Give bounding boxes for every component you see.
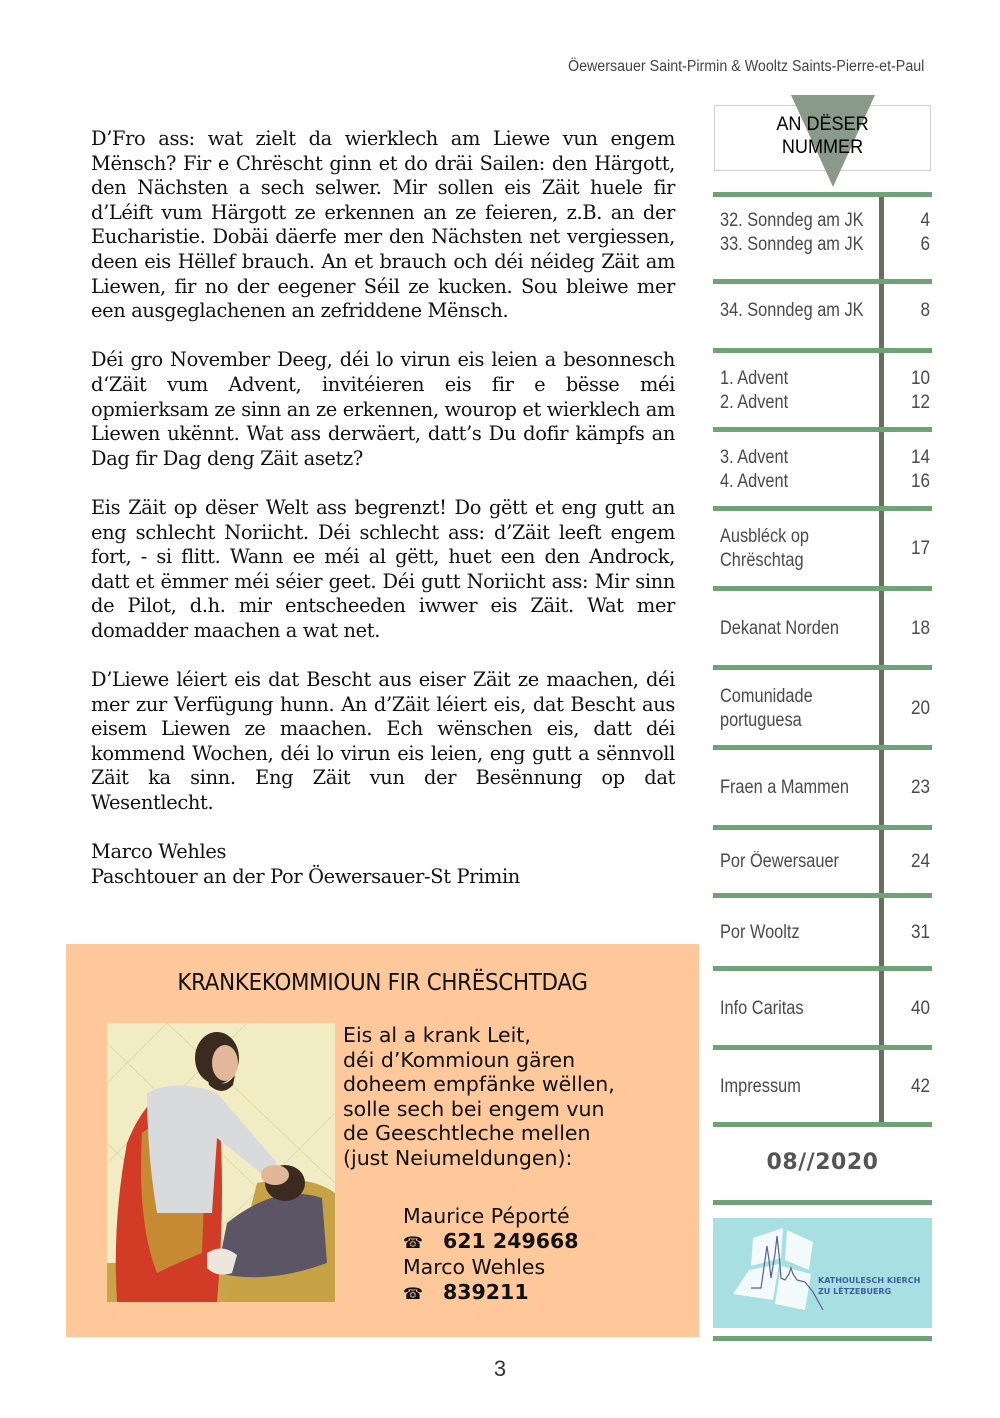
issue-date: 08//2020 bbox=[766, 1150, 879, 1175]
article-paragraph: Déi gro November Deeg, déi lo virun eis leien a besonnesch d‘Zäit vum Advent, invitéieren eis fir e bësse méi opmierksam ze sinn an ze erkennen, wourop et wierklech am Liewen ukënnt. Wat ass derwäert, datt’s Du dofir kämpfs an Dag fir Dag deng Zäit asetz? bbox=[91, 348, 675, 470]
logo-text: KATHOULESCH KIERCH ZU LËTZEBUERG bbox=[818, 1276, 921, 1296]
toc-divider bbox=[713, 586, 932, 591]
toc-title: AN DËSER NUMMER bbox=[776, 114, 869, 158]
toc-divider bbox=[713, 279, 932, 284]
toc-divider bbox=[713, 665, 932, 670]
toc-divider bbox=[713, 427, 932, 432]
table-of-contents: AN DËSER NUMMER 32. Sonndeg am JK 4 33. Sonndeg am JK 6 34. Sonndeg am JK 8 1. Advent 10 2. Advent 12 3. Advent 14 4. Advent 16 Ausbléck op Chrëschtag 17 Dekanat Norden 18 Comunidade portuguesa 20 Fraen a Mammen 23 Por Öewersauer 24 Por Wooltz 31 Info Caritas 40 Impressum 42 08//2020 KATHOULESCH KIERCH ZU LËTZEBUERG bbox=[713, 0, 932, 1418]
toc-divider bbox=[713, 745, 932, 750]
toc-divider bbox=[713, 506, 932, 511]
toc-divider bbox=[713, 825, 932, 830]
toc-divider bbox=[713, 192, 932, 197]
article-paragraph: Eis Zäit op dëser Welt ass begrenzt! Do gëtt et eng gutt an eng schlecht Noriicht. Déi schlecht ass: d’Zäit leeft engem fort, - si flitt. Wann ee méi al gëtt, huet een den Androck, datt et ëmmer méi séier geet. Déi gutt Noriicht ass: Mir sinn de Pilot, d.h. mir entscheeden iwwer eis Zäit. Wat mer domadder maachen a wat net. bbox=[91, 495, 675, 642]
contact-phone[interactable]: ☎ 839211 bbox=[403, 1280, 579, 1307]
toc-divider bbox=[713, 348, 932, 353]
contact-name: Marco Wehles bbox=[403, 1255, 546, 1280]
notice-message: Eis al a krank Leit, déi d’Kommioun gären doheem empfänke wëllen, solle sech bei engem vun de Geeschtleche mellen (just Neiumeldungen): bbox=[343, 1023, 615, 1170]
contact-name: Maurice Péporté bbox=[403, 1204, 570, 1228]
page-number: 3 bbox=[493, 1356, 507, 1381]
toc-divider bbox=[713, 1200, 932, 1205]
cathedral-logo-icon bbox=[713, 1218, 932, 1328]
phone-icon: ☎ bbox=[403, 1232, 423, 1252]
communion-notice bbox=[66, 944, 699, 1337]
toc-divider bbox=[713, 1122, 932, 1127]
signature-role: Paschtouer an der Por Öewersauer-St Primin bbox=[91, 864, 520, 888]
contact-phone[interactable]: ☎ 621 249668 bbox=[403, 1229, 579, 1256]
toc-divider bbox=[713, 893, 932, 898]
religious-painting-icon bbox=[107, 1023, 335, 1302]
toc-divider bbox=[713, 1045, 932, 1050]
article-body bbox=[91, 127, 675, 889]
phone-icon: ☎ bbox=[403, 1283, 423, 1303]
article-paragraph: D’Liewe léiert eis dat Bescht aus eiser Zäit ze maachen, déi mer zur Verfügung hunn. An d’Zäit léiert eis, dat Bescht aus eisem Liewen ze maachen. Ech wënschen eis, datt déi kommend Wochen, déi lo virun eis leien, eng gutt a sënnvoll Zäit ka sinn. Eng Zäit vun der Besënnung op dat Wesentlecht. bbox=[91, 668, 675, 815]
article-paragraph: D’Fro ass: wat zielt da wierklech am Liewe vun engem Mënsch? Fir e Chrëscht ginn et do dräi Sailen: den Härgott, den Nächsten a sech selwer. Mir sollen eis Zäit huele fir d’Léift vum Härgott ze erkennen an ze feieren, z.B. an der Eucharistie. Dobäi däerfe mer den Nächsten net vergiessen, deen eis Hëllef brauch. An et brauch och déi néideg Zäit am Liewen, fir no der eegener Séil ze kucken. Sou bleiwe mer een ausgeglachenen an zefriddene Mënsch. bbox=[91, 127, 675, 323]
toc-divider bbox=[713, 966, 932, 971]
notice-title: KRANKEKOMMIOUN FIR CHRËSCHTDAG bbox=[177, 970, 588, 996]
christ-healing-image bbox=[107, 1023, 335, 1302]
toc-divider bbox=[713, 1336, 932, 1341]
signature-name: Marco Wehles bbox=[91, 840, 227, 864]
toc-divider-vertical bbox=[879, 194, 884, 1124]
contact-list bbox=[403, 1204, 579, 1306]
running-header: Öewersauer Saint-Pirmin & Wooltz Saints-Pierre-et-Paul bbox=[567, 58, 924, 75]
church-logo bbox=[713, 1218, 932, 1328]
